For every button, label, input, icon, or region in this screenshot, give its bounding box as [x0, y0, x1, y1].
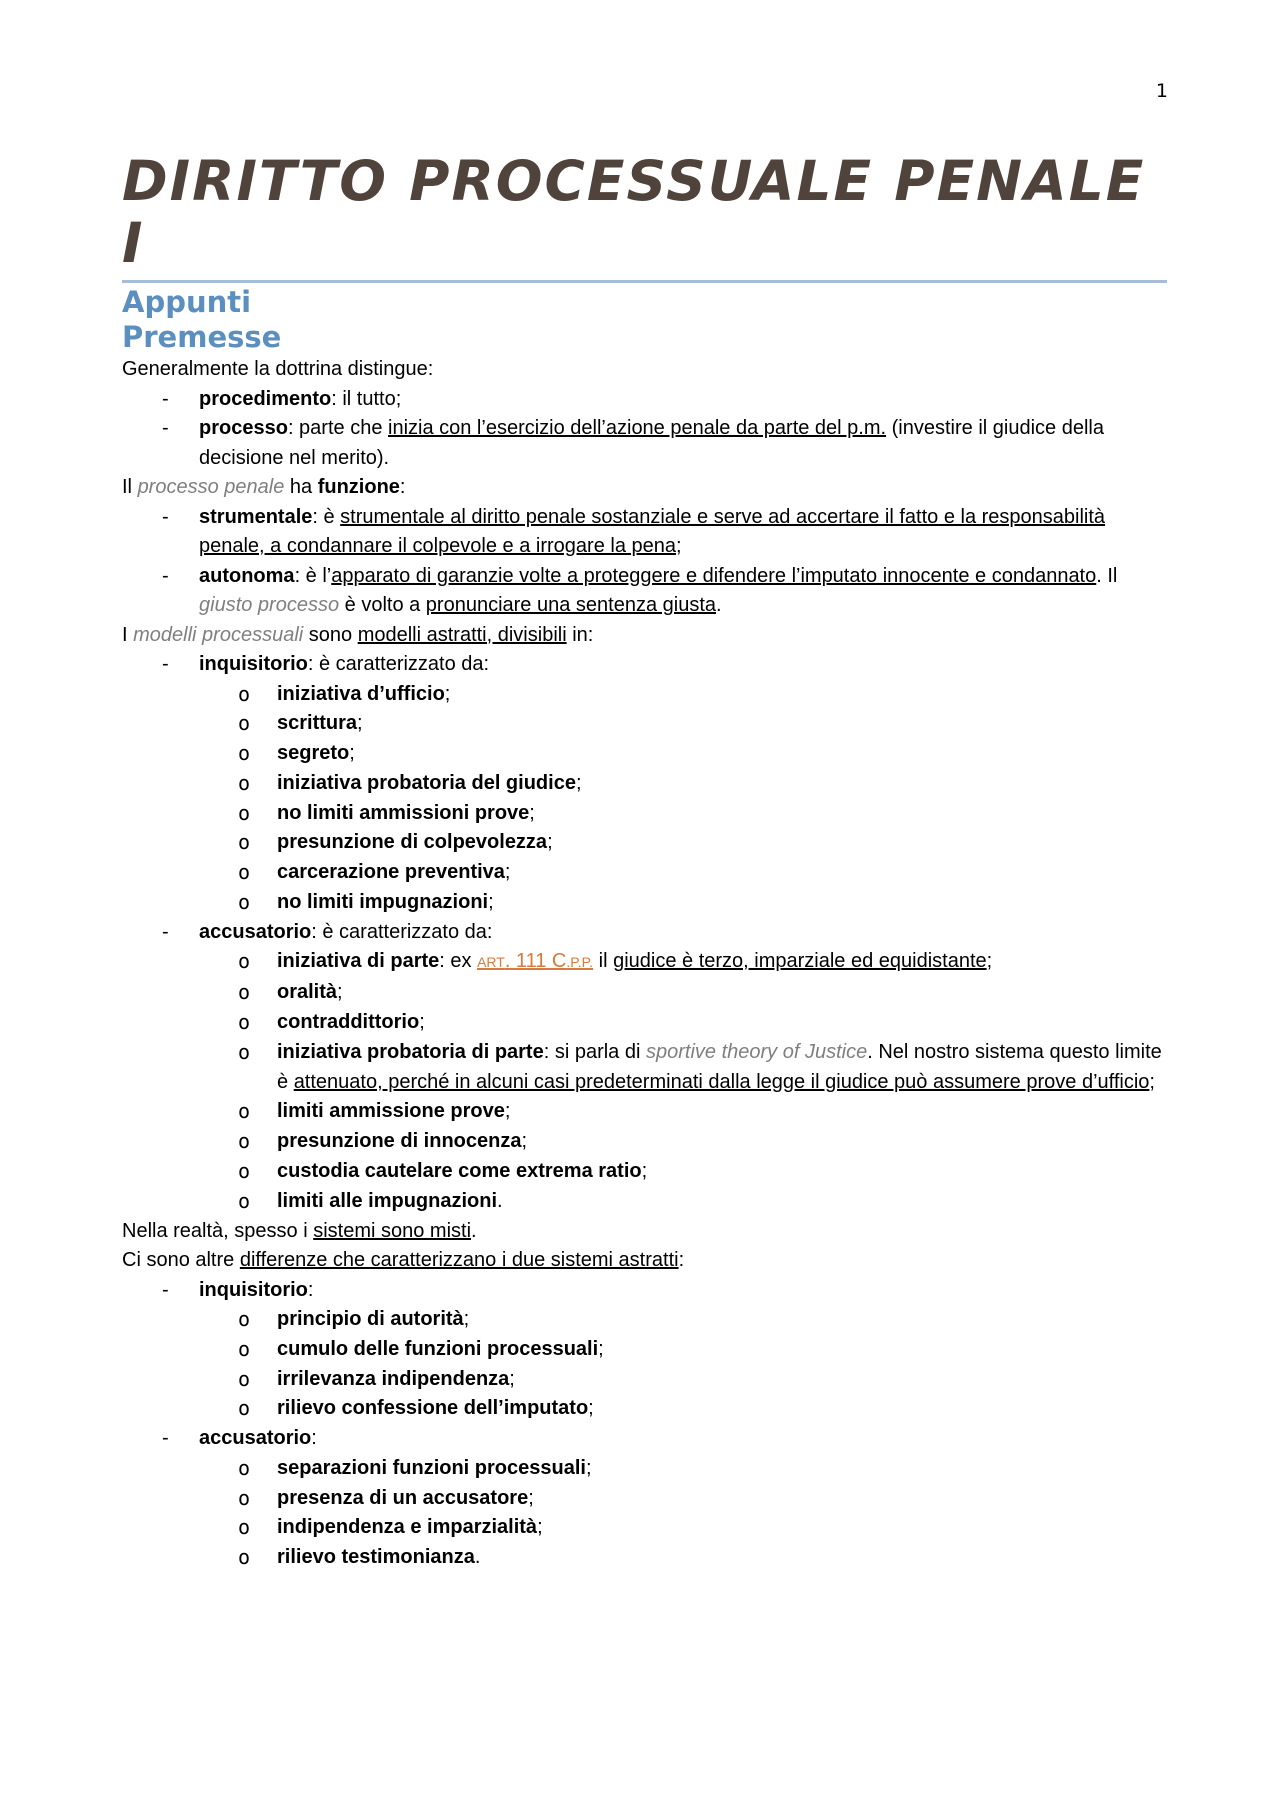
document-title: DIRITTO PROCESSUALE PENALE I — [122, 150, 1167, 283]
sublist-item: o iniziativa probatoria di parte: si parla di sportive theory of Justice. Nel nostro sistema questo limite è attenuato, perché in alcuni casi predeterminati dalla legge il giudice può assumere prove d’ufficio; — [122, 1038, 1167, 1098]
page-number: 1 — [1155, 80, 1168, 102]
sublist-item: o presunzione di innocenza; — [122, 1127, 1167, 1157]
paragraph-funzione: Il processo penale ha funzione: — [122, 476, 406, 498]
sublist-item: o iniziativa probatoria del giudice; — [122, 769, 1167, 799]
sublist-item: o contraddittorio; — [122, 1008, 1167, 1038]
paragraph-modelli: I modelli processuali sono modelli astratti, divisibili in: — [122, 623, 594, 646]
sublist-diff-inquisitorio — [199, 1305, 1167, 1424]
list-item: - strumentale: è strumentale al diritto penale sostanziale e serve ad accertare il fatto e la responsabilità penale, a condannare il colpevole e a irrogare la pena; — [122, 503, 1167, 562]
sublist-item: o cumulo delle funzioni processuali; — [122, 1335, 1167, 1365]
sublist-item: o separazioni funzioni processuali; — [122, 1454, 1167, 1484]
sublist-item: o irrilevanza indipendenza; — [122, 1365, 1167, 1395]
list-modelli — [122, 650, 1167, 1217]
sublist-item: o carcerazione preventiva; — [122, 858, 1167, 888]
sublist-item: o presenza di un accusatore; — [122, 1484, 1167, 1514]
sublist-accusatorio — [199, 947, 1167, 1216]
list-item-accusatorio: - accusatorio: o separazioni funzioni processuali; o presenza di un accusatore; o indipendenza e imparzialità; o rilievo testimonianza. — [122, 1424, 1167, 1573]
paragraph-differenze: Ci sono altre differenze che caratterizzano i due sistemi astratti: — [122, 1249, 685, 1272]
section-heading: Premesse — [122, 320, 282, 354]
sublist-item: o presunzione di colpevolezza; — [122, 828, 1167, 858]
sublist-item: o no limiti ammissioni prove; — [122, 799, 1167, 829]
list-item-inquisitorio: - inquisitorio: o principio di autorità; o cumulo delle funzioni processuali; o irrilevanza indipendenza; o rilievo confessione dell’imputato; — [122, 1276, 1167, 1425]
list-procedimento-processo — [122, 385, 1167, 474]
sublist-item: o no limiti impugnazioni; — [122, 888, 1167, 918]
sublist-item: o principio di autorità; — [122, 1305, 1167, 1335]
sublist-item: o iniziativa d’ufficio; — [122, 680, 1167, 710]
sublist-inquisitorio — [199, 680, 1167, 918]
paragraph-intro: Generalmente la dottrina distingue: — [122, 358, 434, 380]
sublist-item: o segreto; — [122, 739, 1167, 769]
list-funzioni — [122, 503, 1167, 621]
sublist-item: o rilievo confessione dell’imputato; — [122, 1394, 1167, 1424]
list-item: - autonoma: è l’apparato di garanzie volte a proteggere e difendere l’imputato innocente e condannato. Il giusto processo è volto a pronunciare una sentenza giusta. — [122, 562, 1167, 621]
sublist-diff-accusatorio — [199, 1454, 1167, 1573]
sublist-item: o iniziativa di parte: ex ART. 111 C.P.P. il giudice è terzo, imparziale ed equidistante; — [122, 947, 1167, 978]
list-item-accusatorio: - accusatorio: è caratterizzato da: o iniziativa di parte: ex ART. 111 C.P.P. il giudice è terzo, imparziale ed equidistante; o oralità; o contraddittorio; o iniziativa probatoria di parte: si parla di sportive theory of Justice. Nel nostro sistema questo limite è attenuato, perché in alcuni casi predeterminati dalla legge il giudice può assumere prove d’ufficio; o limiti ammissione prove; o presunzione di innocenza; o custodia cautelare come extrema ratio; o limiti alle impugnazioni. — [122, 918, 1167, 1217]
sublist-item: o oralità; — [122, 978, 1167, 1008]
list-item: - processo: parte che inizia con l’esercizio dell’azione penale da parte del p.m. (investire il giudice della decisione nel merito). — [122, 414, 1167, 473]
sublist-item: o custodia cautelare come extrema ratio; — [122, 1157, 1167, 1187]
document-subtitle: Appunti — [122, 285, 252, 319]
list-item-inquisitorio: - inquisitorio: è caratterizzato da: o iniziativa d’ufficio; o scrittura; o segreto; o iniziativa probatoria del giudice; o no limiti ammissioni prove; o presunzione di colpevolezza; o carcerazione preventiva; o no limiti impugnazioni; — [122, 650, 1167, 918]
document-body — [122, 150, 1167, 1573]
article-reference-link[interactable]: ART. 111 C.P.P. — [477, 950, 594, 973]
list-item: - procedimento: il tutto; — [122, 385, 1167, 415]
sublist-item: o scrittura; — [122, 709, 1167, 739]
sublist-item: o limiti ammissione prove; — [122, 1097, 1167, 1127]
list-differenze — [122, 1276, 1167, 1573]
sublist-item: o rilievo testimonianza. — [122, 1543, 1167, 1573]
paragraph-sistemi-misti: Nella realtà, spesso i sistemi sono misti. — [122, 1219, 477, 1242]
sublist-item: o indipendenza e imparzialità; — [122, 1513, 1167, 1543]
sublist-item: o limiti alle impugnazioni. — [122, 1187, 1167, 1217]
